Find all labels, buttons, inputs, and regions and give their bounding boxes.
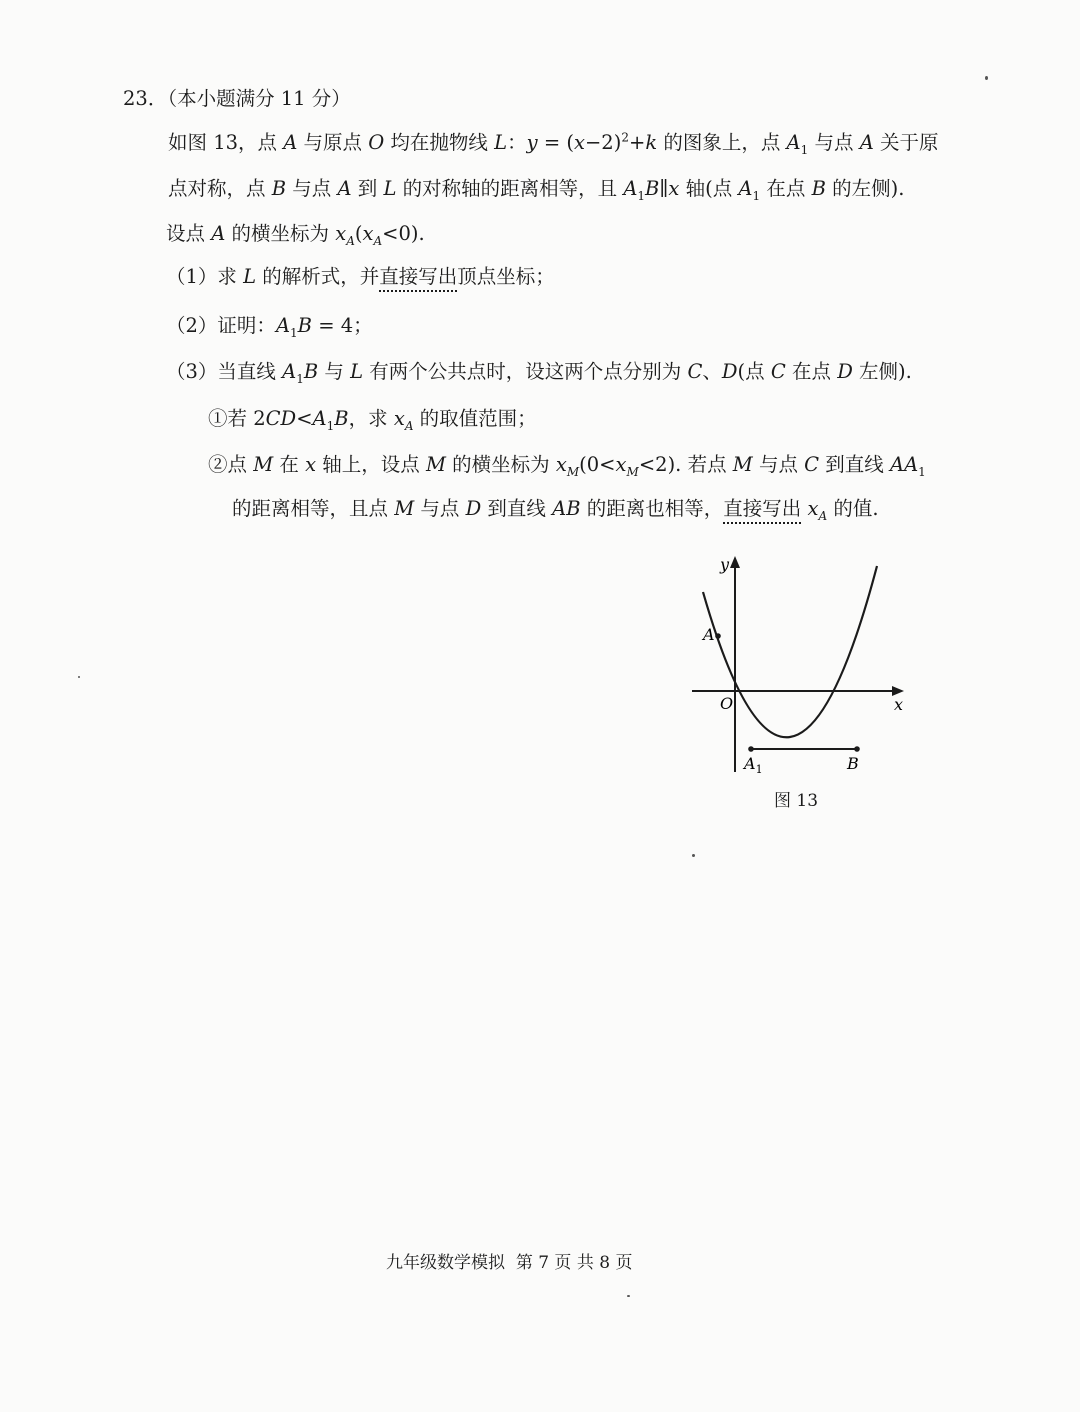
var: D xyxy=(837,360,853,383)
var: A xyxy=(283,131,298,154)
sub: A xyxy=(373,233,383,248)
text: 的左侧). xyxy=(825,177,905,200)
text: 的横坐标为 xyxy=(225,222,336,245)
circled-number: ② xyxy=(208,453,228,476)
var: B xyxy=(271,177,287,200)
text: <0). xyxy=(382,222,425,245)
scan-speck xyxy=(78,676,80,678)
part-number: （2） xyxy=(166,314,218,337)
text: 均在抛物线 xyxy=(384,131,495,154)
part-number: （3） xyxy=(166,360,218,383)
var: A xyxy=(211,222,226,245)
var: k xyxy=(645,131,658,154)
text: ( xyxy=(354,222,363,245)
label-x: x xyxy=(894,695,904,714)
text: 与 xyxy=(318,360,351,383)
sub-question-2-line-1 xyxy=(208,450,926,480)
problem-number: 23． xyxy=(123,87,168,110)
var: C xyxy=(804,453,820,476)
var: O xyxy=(368,131,385,154)
text: 轴上，设点 xyxy=(316,453,426,476)
var: B xyxy=(645,177,660,200)
sub-question-1 xyxy=(208,404,537,434)
parabola-equation xyxy=(527,131,658,154)
label-a: A xyxy=(703,625,715,644)
var: A xyxy=(282,360,297,383)
intro-line-1 xyxy=(168,128,938,158)
var: A xyxy=(275,314,291,337)
sub: A xyxy=(346,233,355,248)
var: x xyxy=(335,222,347,245)
text: 如图 13，点 xyxy=(168,131,284,154)
y-axis-arrow xyxy=(730,556,740,568)
emphasis-text: 直接写出 xyxy=(723,497,802,520)
sub: 1 xyxy=(637,188,646,203)
var: x xyxy=(807,497,819,520)
sub: 1 xyxy=(296,371,304,386)
label-a1-letter: A xyxy=(744,754,756,773)
var: B xyxy=(297,314,313,337)
var: AA xyxy=(889,453,919,476)
var: x xyxy=(305,453,317,476)
sub: A xyxy=(818,508,828,523)
var: A xyxy=(738,177,753,200)
var: M xyxy=(253,453,274,476)
text: −2) xyxy=(584,131,622,154)
var: y xyxy=(526,131,538,154)
text: 的对称轴的距离相等，且 xyxy=(396,177,624,200)
var: CD xyxy=(265,407,297,430)
sub: M xyxy=(626,464,639,479)
text: 证明： xyxy=(217,314,276,337)
sub: M xyxy=(566,464,580,479)
var: L xyxy=(243,265,257,288)
sub: 1 xyxy=(752,188,761,203)
var: x xyxy=(362,222,374,245)
part-2 xyxy=(166,311,373,341)
var: A xyxy=(623,177,638,200)
text: 设点 xyxy=(166,222,212,245)
var: M xyxy=(426,453,446,476)
text: 与点 xyxy=(286,177,338,200)
figure-caption: 图 13 xyxy=(774,791,819,811)
var: A xyxy=(786,131,801,154)
text: 、 xyxy=(702,360,722,383)
part-number: （1） xyxy=(166,265,218,288)
problem-header xyxy=(123,84,351,114)
text: 当直线 xyxy=(217,360,283,383)
text: 轴(点 xyxy=(679,177,739,200)
text: 在点 xyxy=(785,360,838,383)
var: M xyxy=(394,497,415,520)
point-b xyxy=(854,746,860,752)
text: 的解析式，并 xyxy=(256,265,380,288)
text: 顶点坐标； xyxy=(457,265,555,288)
var: B xyxy=(811,177,826,200)
text: 在点 xyxy=(760,177,812,200)
var: L xyxy=(350,360,364,383)
sub: 1 xyxy=(800,142,809,157)
var: A xyxy=(312,407,327,430)
sub: 1 xyxy=(918,464,926,479)
text: 有两个公共点时，设这两个点分别为 xyxy=(363,360,688,383)
text: ∥ xyxy=(659,177,669,200)
text: 与原点 xyxy=(297,131,369,154)
label-y: y xyxy=(720,555,730,574)
text: 的距离也相等， xyxy=(580,497,724,520)
var: x xyxy=(555,453,567,476)
var: B xyxy=(303,360,319,383)
text: 的横坐标为 xyxy=(445,453,556,476)
score-note: （本小题满分 11 分） xyxy=(167,87,351,110)
scan-speck xyxy=(627,1295,630,1297)
page-footer xyxy=(386,1248,632,1273)
label-b: B xyxy=(847,754,859,773)
text: 关于原 xyxy=(873,131,939,154)
text: 的值. xyxy=(827,497,879,520)
text: 与点 xyxy=(752,453,805,476)
text: 求 xyxy=(217,265,244,288)
var: AB xyxy=(552,497,581,520)
text: = 4； xyxy=(312,314,373,337)
text: 点对称，点 xyxy=(168,177,272,200)
var: D xyxy=(465,497,482,520)
emphasis-text: 直接写出 xyxy=(379,265,458,288)
text: 的图象上，点 xyxy=(657,131,787,154)
part-3 xyxy=(166,357,912,387)
var: M xyxy=(732,453,753,476)
text: 到 xyxy=(351,177,384,200)
var: A xyxy=(859,131,874,154)
text: 到直线 xyxy=(481,497,553,520)
text: 左侧). xyxy=(852,360,912,383)
figure-13 xyxy=(680,552,920,792)
sub: A xyxy=(404,418,414,433)
label-o: O xyxy=(720,694,734,713)
var: L xyxy=(383,177,397,200)
var: L xyxy=(494,131,508,154)
var: x xyxy=(615,453,627,476)
text: ： xyxy=(507,131,527,154)
page-number: 第 7 页 共 8 页 xyxy=(515,1253,633,1273)
text: (点 xyxy=(737,360,771,383)
part-1 xyxy=(166,262,555,292)
text: 到直线 xyxy=(819,453,890,476)
var: x xyxy=(668,177,680,200)
var: x xyxy=(393,407,405,430)
text: 点 xyxy=(227,453,254,476)
text: 的取值范围； xyxy=(413,407,537,430)
var: D xyxy=(721,360,738,383)
sub: 1 xyxy=(326,418,335,433)
text: 若 2 xyxy=(227,407,266,430)
text: 在 xyxy=(273,453,306,476)
exp: 2 xyxy=(621,130,629,145)
point-a xyxy=(715,633,721,639)
circled-number: ① xyxy=(208,407,228,430)
sub: 1 xyxy=(290,325,298,340)
var: C xyxy=(687,360,703,383)
scan-speck xyxy=(985,76,988,80)
intro-line-3 xyxy=(166,219,425,249)
var: x xyxy=(573,131,585,154)
point-a1 xyxy=(748,746,754,752)
text: ，求 xyxy=(348,407,394,430)
text: 与点 xyxy=(808,131,860,154)
text: 的距离相等，且点 xyxy=(232,497,395,520)
var: A xyxy=(337,177,352,200)
text: 与点 xyxy=(414,497,466,520)
label-a1 xyxy=(742,754,763,776)
text: + xyxy=(628,131,646,154)
text: <2). 若点 xyxy=(638,453,733,476)
intro-line-2 xyxy=(168,174,904,204)
label-a1-sub: 1 xyxy=(755,763,763,776)
var: C xyxy=(770,360,786,383)
scan-speck xyxy=(692,854,695,857)
var: B xyxy=(334,407,349,430)
text: (0< xyxy=(579,453,616,476)
footer-title: 九年级数学模拟 xyxy=(386,1253,505,1273)
sub-question-2-line-2 xyxy=(232,494,879,524)
text: < xyxy=(296,407,313,430)
text: = ( xyxy=(537,131,574,154)
